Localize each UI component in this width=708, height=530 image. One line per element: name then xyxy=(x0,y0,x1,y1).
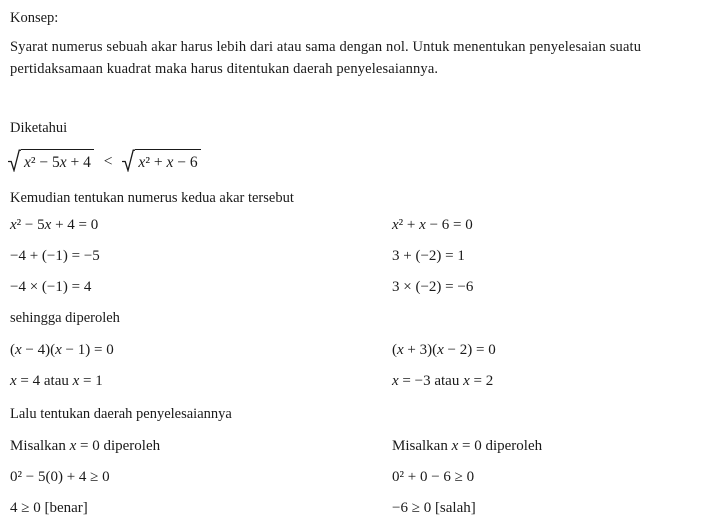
step-numerus-label: Kemudian tentukan numerus kedua akar tersebut xyxy=(10,190,294,206)
right-factored: (x + 3)(x − 2) = 0 xyxy=(392,342,496,358)
right-radicand: x² + x − 6 xyxy=(135,149,200,175)
given-label: Diketahui xyxy=(10,120,68,136)
step-sehingga-label: sehingga diperoleh xyxy=(10,310,120,326)
relation-symbol: < xyxy=(103,152,113,170)
left-product-check: −4 × (−1) = 4 xyxy=(10,279,92,295)
left-test-label: Misalkan x = 0 diperoleh xyxy=(10,438,161,454)
left-radicand: x² − 5x + 4 xyxy=(21,149,94,175)
left-roots: x = 4 atau x = 1 xyxy=(10,373,103,389)
left-radical xyxy=(8,148,94,175)
right-product-check: 3 × (−2) = −6 xyxy=(392,279,474,295)
left-sum-check: −4 + (−1) = −5 xyxy=(10,248,100,264)
radical-inequality xyxy=(8,148,201,175)
page-title: Konsep: xyxy=(10,10,59,26)
concept-paragraph: Syarat numerus sebuah akar harus lebih dari atau sama dengan nol. Untuk menentukan penyelesaian suatu pertidaksamaan kuadrat maka harus ditentukan daerah penyelesaiannya. xyxy=(10,39,642,77)
left-equation: x² − 5x + 4 = 0 xyxy=(10,217,99,233)
left-test-substitution: 0² − 5(0) + 4 ≥ 0 xyxy=(10,469,110,485)
right-test-result: −6 ≥ 0 [salah] xyxy=(392,500,476,516)
right-radical xyxy=(122,148,200,175)
right-equation: x² + x − 6 = 0 xyxy=(392,217,473,233)
right-test-substitution: 0² + 0 − 6 ≥ 0 xyxy=(392,469,475,485)
right-roots: x = −3 atau x = 2 xyxy=(392,373,494,389)
right-sum-check: 3 + (−2) = 1 xyxy=(392,248,465,264)
step-daerah-label: Lalu tentukan daerah penyelesaiannya xyxy=(10,406,232,422)
right-test-label: Misalkan x = 0 diperoleh xyxy=(392,438,543,454)
left-test-result: 4 ≥ 0 [benar] xyxy=(10,500,88,516)
radical-sign-icon xyxy=(8,148,21,175)
left-factored: (x − 4)(x − 1) = 0 xyxy=(10,342,114,358)
radical-sign-icon xyxy=(122,148,135,175)
